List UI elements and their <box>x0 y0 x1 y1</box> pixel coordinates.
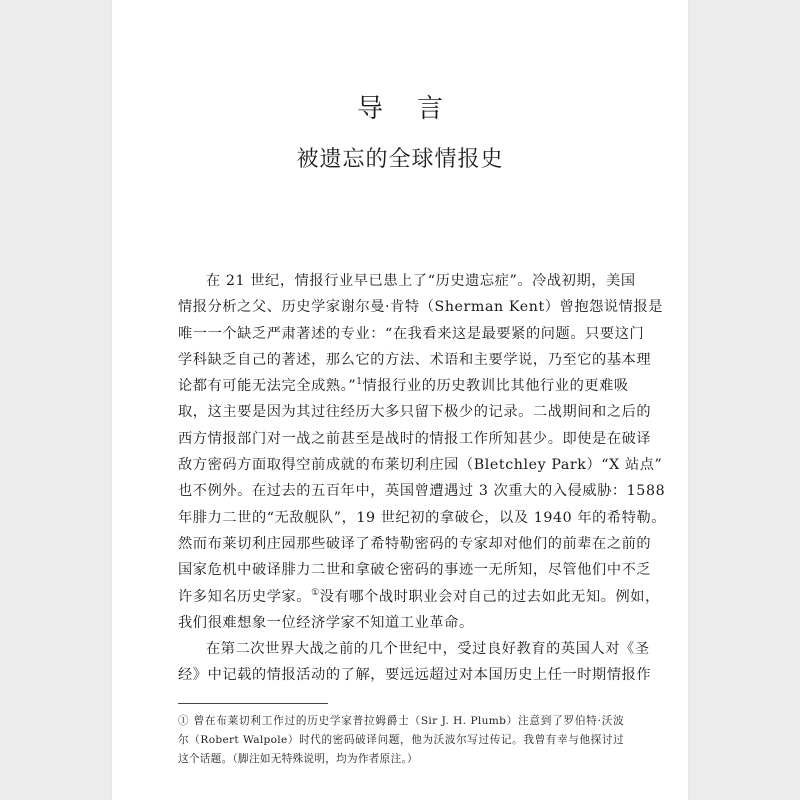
line-5-text-a: 论都有可能无法完全成熟。” <box>178 378 357 395</box>
footnote-marker-1: ① <box>311 587 320 598</box>
book-page <box>112 0 688 800</box>
paragraph-1-line-11: 然而布莱切利庄园那些破译了希特勒密码的专家却对他们的前辈在之前的 <box>178 535 652 552</box>
paragraph-1-line-5 <box>178 373 629 399</box>
paragraph-1-line-13 <box>178 584 660 610</box>
paragraph-1-line-4: 学科缺乏自己的著述，那么它的方法、术语和主要学说，乃至它的基本理 <box>178 351 652 368</box>
paragraph-2-line-1: 在第二次世界大战之前的几个世纪中，受过良好教育的英国人对《圣 <box>206 641 650 658</box>
body-text <box>178 268 667 689</box>
left-background <box>0 0 112 800</box>
paragraph-1-line-10: 年腓力二世的“无敌舰队”，19 世纪初的拿破仑，以及 1940 年的希特勒。 <box>178 509 667 526</box>
paragraph-1-line-8: 敌方密码方面取得空前成就的布莱切利庄园（Bletchley Park）“X 站点” <box>178 457 663 474</box>
right-background <box>688 0 800 800</box>
paragraph-1-line-14: 我们很难想象一位经济学家不知道工业革命。 <box>178 614 474 631</box>
line-5-text-b: 情报行业的历史教训比其他行业的更难吸 <box>362 378 629 395</box>
paragraph-1-line-12: 国家危机中破译腓力二世和拿破仑密码的事迹一无所知，尽管他们中不乏 <box>178 562 652 579</box>
paragraph-1-line-1: 在 21 世纪，情报行业早已患上了“历史遗忘症”。冷战初期，美国 <box>206 273 636 289</box>
paragraph-1-line-7: 西方情报部门对一战之前甚至是战时的情报工作所知甚少。即使是在破译 <box>178 430 652 447</box>
chapter-label: 导言 <box>356 94 477 124</box>
endnote-marker-1: 1 <box>356 377 363 388</box>
paragraph-1-line-9: 也不例外。在过去的五百年中，英国曾遭遇过 3 次重大的入侵威胁：1588 <box>178 483 666 500</box>
footnote-line-3: 这个话题。（脚注如无特殊说明，均为作者原注。） <box>178 753 418 765</box>
footnote-line-1: ① 曾在布莱切利工作过的历史学家普拉姆爵士（Sir J. H. Plumb）注意到了罗伯特·沃波 <box>178 715 624 727</box>
footnote-divider <box>178 703 328 704</box>
line-13-text-a: 许多知名历史学家。 <box>178 588 312 605</box>
paragraph-2-line-2: 经》中记载的情报活动的了解，要远远超过对本国历史上任一时期情报作 <box>178 667 652 684</box>
footnote-line-2: 尔（Robert Walpole）时代的密码破译问题，他为沃波尔写过传记。我曾有幸与他探讨过 <box>178 734 624 746</box>
line-13-text-b: 没有哪个战时职业会对自己的过去如此无知。例如， <box>319 588 660 605</box>
paragraph-1-line-2: 情报分析之父、历史学家谢尔曼·肯特（Sherman Kent）曾抱怨说情报是 <box>178 299 664 316</box>
footnote <box>178 712 624 769</box>
paragraph-1-line-3: 唯一一个缺乏严肃著述的专业：“在我看来这是最要紧的问题。只要这门 <box>178 325 645 342</box>
paragraph-1-line-6: 取，这主要是因为其过往经历大多只留下极少的记录。二战期间和之后的 <box>178 404 652 421</box>
chapter-title: 被遗忘的全球情报史 <box>296 147 504 172</box>
